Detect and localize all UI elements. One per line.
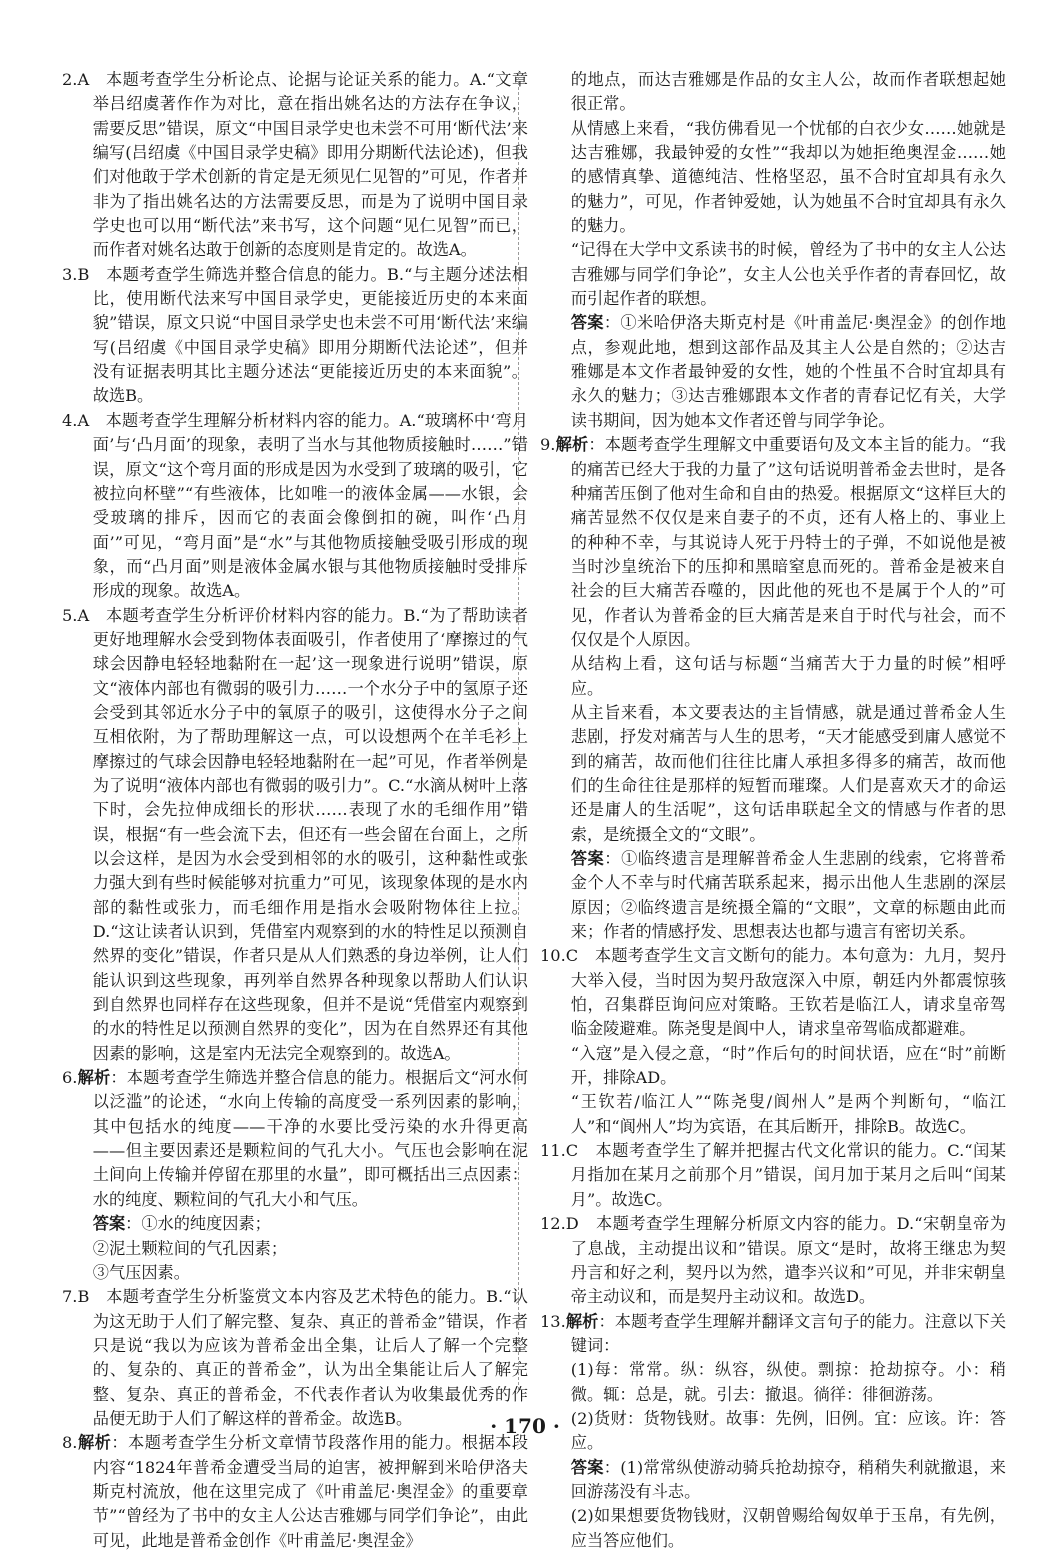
answer-item: 6.解析：本题考查学生筛选并整合信息的能力。根据后文“河水何以泛滥”的论述，“水向上传输的高度受一系列因素的影响，其中包括水的纯度——干净的水要比受污染的水升得更高——但主要因素还是颗粒间的气孔大小。气压也会影响在泥土间向上传输并停留在那里的水量”，即可概括出三点因素：水的纯度、颗粒间的气孔大小和气压。: [62, 1068, 528, 1209]
paragraph: 从结构上看，这句话与标题“当痛苦大于力量的时候”相呼应。: [570, 654, 1006, 698]
answer-item: 13.解析：本题考查学生理解并翻译文言句子的能力。注意以下关键词：: [540, 1311, 1007, 1355]
answer-item: 11.C 本题考查学生了解并把握古代文化常识的能力。C.“闰某月指加在某月之前那个月”错误，闰月加于某月之后叫“闰某月”。故选C。: [540, 1141, 1007, 1209]
answer-item: 7.B 本题考查学生分析鉴赏文本内容及艺术特色的能力。B.“认为这无助于人们了解完整、复杂、真正的普希金”错误，作者只是说“我以为应该为普希金出全集，让后人了解一个完整的、复杂的、真正的普希金”，认为出全集能让后人了解完整、复杂、真正的普希金，不代表作者认为收集最优秀的作品便无助于人们了解这样的普希金。故选B。: [62, 1287, 528, 1428]
answer-item: 12.D 本题考查学生理解分析原文内容的能力。D.“宋朝皇帝为了息战，主动提出议和”错误。原文“是时，故将王继忠为契丹言和好之利，契丹以为然，遣李兴议和”可见，并非宋朝皇帝主动议和，而是契丹主动议和。故选D。: [540, 1214, 1007, 1307]
answer-item: 9.解析：本题考查学生理解文中重要语句及文本主旨的能力。“我的痛苦已经大于我的力量了”这句话说明普希金去世时，是各种痛苦压倒了他对生命和自由的热爱。根据原文“这样巨大的痛苦显然不仅仅是来自妻子的不贞，还有人格上的、事业上的种种不幸，与其说诗人死于丹特士的子弹，不如说他是被当时沙皇统治下的压抑和黑暗窒息而死的。普希金是被来自社会的巨大痛苦吞噬的，因此他的死也不是属于个人的”可见，作者认为普希金的巨大痛苦是来自于时代与社会，而不仅仅是个人原因。: [540, 435, 1006, 649]
paragraph: 从主旨来看，本文要表达的主旨情感，就是通过普希金人生悲剧，抒发对痛苦与人生的思考，“天才能感受到庸人感觉不到的痛苦，故而他们往往比庸人承担多得多的痛苦，故而他们的生命往往是那样的短暂而璀璨。人们是喜欢天才的命运还是庸人的生活呢”，这句话串联起全文的情感与作者的思索，是统摄全文的“文眼”。: [570, 702, 1006, 844]
paragraph: 的地点，而达吉雅娜是作品的女主人公，故而作者联想起她很正常。: [570, 70, 1006, 114]
paragraph: “记得在大学中文系读书的时候，曾经为了书中的女主人公达吉雅娜与同学们争论”，女主人公也关乎作者的青春回忆，故而引起作者的联想。: [570, 240, 1006, 309]
answer-line: ②泥土颗粒间的气孔因素；: [92, 1238, 288, 1258]
answer-block: 答案：(1)常常纵使游动骑兵抢劫掠夺，稍稍失利就撤退，来回游荡没有斗志。: [570, 1457, 1006, 1501]
page-number: · 170 ·: [490, 1414, 560, 1438]
left-column: [62, 68, 528, 1553]
answer-block: 答案：①水的纯度因素；: [92, 1214, 271, 1234]
right-column: [540, 68, 1006, 1553]
paragraph: (1)每：常常。纵：纵容，纵使。剽掠：抢劫掠夺。小：稍微。辄：总是，就。引去：撤退。徜徉：徘徊游荡。: [570, 1360, 1006, 1404]
answer-item: 5.A 本题考查学生分析评价材料内容的能力。B.“为了帮助读者更好地理解水会受到物体表面吸引，作者使用了‘摩擦过的气球会因静电轻轻地黏附在一起’这一现象进行说明”错误，原文“液体内部也有微弱的吸引力……一个水分子中的氢原子还会受到其邻近水分子中的氧原子的吸引，这使得水分子之间互相依附，为了帮助理解这一点，可以设想两个在羊毛衫上摩擦过的气球会因静电轻轻地黏附在一起”可见，作者举例是为了说明“液体内部也有微弱的吸引力”。C.“水滴从树叶上落下时，会先拉伸成细长的形状……表现了水的毛细作用”错误，根据“有一些会流下去，但还有一些会留在台面上，之所以会这样，是因为水会受到相邻的水的吸引，这种黏性或张力强大到有些时候能够对抗重力”可见，该现象体现的是水内部的黏性或张力，而毛细作用是指水会吸附物体往上拉。D.“这让读者认识到，凭借室内观察到的水的特性足以预测自然界的变化”错误，作者只是从人们熟悉的身边举例，让人们能认识到这些现象，再列举自然界各种现象以帮助人们认识到自然界也同样存在这些现象，但并不是说“凭借室内观察到的水的特性足以预测自然界的变化”，因为在自然界还有其他因素的影响，这是室内无法完全观察到的。故选A。: [62, 605, 528, 1063]
paragraph: “王钦若/临江人”“陈尧叟/阆州人”是两个判断句，“临江人”和“阆州人”均为宾语，在其后断开，排除B。故选C。: [570, 1092, 1006, 1136]
paragraph: (2)如果想要货物钱财，汉朝曾赐给匈奴单于玉帛，有先例，应当答应他们。: [570, 1506, 1006, 1550]
answer-line: ③气压因素。: [92, 1262, 190, 1282]
paragraph: 从情感上来看，“我仿佛看见一个忧郁的白衣少女……她就是达吉雅娜，我最钟爱的女性”“我却以为她拒绝奥涅金……她的感情真挚、道德纯洁、性格坚忍，虽不合时宜却具有永久的魅力”，可见，作者钟爱她，认为她虽不合时宜却具有永久的魅力。: [570, 118, 1006, 236]
answer-item: 4.A 本题考查学生理解分析材料内容的能力。A.“玻璃杯中‘弯月面’与‘凸月面’的现象，表明了当水与其他物质接触时……”错误，原文“这个弯月面的形成是因为水受到了玻璃的吸引，它被拉向杯壁”“有些液体，比如唯一的液体金属——水银，会受玻璃的排斥，因而它的表面会像倒扣的碗，叫作‘凸月面’”可见，“弯月面”是“水”与其他物质接触受吸引形成的现象，而“凸月面”则是液体金属水银与其他物质接触时受排斥形成的现象。故选A。: [62, 410, 528, 601]
answer-item: 10.C 本题考查学生文言文断句的能力。本句意为：九月，契丹大举入侵，当时因为契丹敌寇深入中原，朝廷内外都震惊骇怕，召集群臣询问应对策略。王钦若是临江人，请求皇帝驾临金陵避难。陈尧叟是阆中人，请求皇帝驾临成都避难。: [540, 946, 1007, 1039]
column-divider: [518, 72, 519, 1390]
answer-block: 答案：①米哈伊洛夫斯克村是《叶甫盖尼·奥涅金》的创作地点，参观此地，想到这部作品及其主人公是自然的；②达吉雅娜是本文作者最钟爱的女性，她的个性虽不合时宜却具有永久的魅力；③达吉雅娜跟本文作者的青春记忆有关，大学读书期间，因为她本文作者还曾与同学争论。: [570, 313, 1007, 430]
answer-item: 8.解析：本题考查学生分析文章情节段落作用的能力。根据本段内容“1824年普希金遭受当局的迫害，被押解到米哈伊洛夫斯克村流放，他在这里完成了《叶甫盖尼·奥涅金》的重要章节”“曾经为了书中的女主人公达吉雅娜与同学们争论”，由此可见，此地是普希金创作《叶甫盖尼·奥涅金》: [62, 1433, 529, 1550]
answer-item: 3.B 本题考查学生筛选并整合信息的能力。B.“与主题分述法相比，使用断代法来写中国目录学史，更能接近历史的本来面貌”错误，原文只说“中国目录学史也未尝不可用‘断代法’来编写(吕绍虞《中国目录学史稿》即用分期断代法论述”，但并没有证据表明其比主题分述法“更能接近历史的本来面貌”。故选B。: [62, 264, 528, 406]
answer-item: 2.A 本题考查学生分析论点、论据与论证关系的能力。A.“文章举吕绍虞著作作为对比，意在指出姚名达的方法存在争议，需要反思”错误，原文“中国目录学史也未尝不可用‘断代法’来编写(吕绍虞《中国目录学史稿》即用分期断代法论述)，但我们对他敢于学术创新的肯定是无须见仁见智的”可见，作者并非为了指出姚名达的方法需要反思，而是为了说明中国目录学史也可以用“断代法”来书写，这个问题“见仁见智”而已，而作者对姚名达敢于创新的态度则是肯定的。故选A。: [62, 70, 529, 260]
paragraph: “入寇”是入侵之意，“时”作后句的时间状语，应在“时”前断开，排除AD。: [570, 1043, 1006, 1088]
answer-block: 答案：①临终遗言是理解普希金人生悲剧的线索，它将普希金个人不幸与时代痛苦联系起来，揭示出他人生悲剧的深层原因；②临终遗言是统摄全篇的“文眼”，文章的标题由此而来；作者的情感抒发、思想表达也都与遗言有密切关系。: [570, 849, 1007, 942]
paragraph: (2)货财：货物钱财。故事：先例，旧例。宜：应该。许：答应。: [570, 1408, 1006, 1453]
